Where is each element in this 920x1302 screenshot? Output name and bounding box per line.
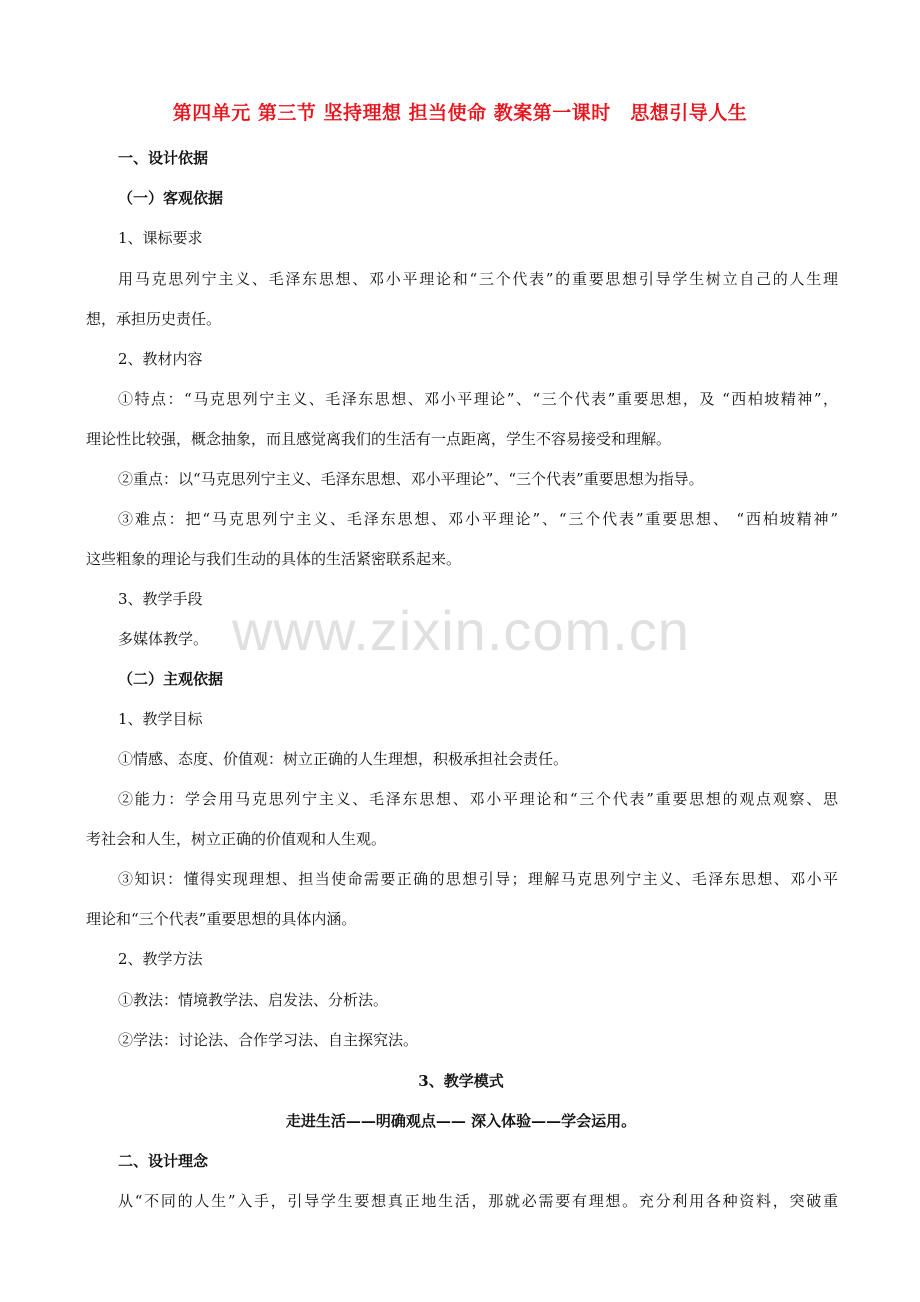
paragraph-line: ①特点：“马克思列宁主义、毛泽东思想、邓小平理论”、“三个代表”重要思想，及 “西柏坡精神”， <box>118 390 838 408</box>
paragraph-line: ①情感、态度、价值观：树立正确的人生理想，积极承担社会责任。 <box>118 750 569 768</box>
item-heading-textbook-content: 2、教材内容 <box>118 350 203 368</box>
item-heading-teaching-means: 3、教学手段 <box>118 590 203 608</box>
paragraph-line: 这些粗象的理论与我们生动的具体的生活紧密联系起来。 <box>86 550 462 568</box>
paragraph-line: 用马克思列宁主义、毛泽东思想、邓小平理论和“三个代表”的重要思想引导学生树立自己的人生理 <box>118 270 838 288</box>
item-heading-teaching-goals: 1、教学目标 <box>118 710 203 728</box>
paragraph-line: ②学法：讨论法、合作学习法、自主探究法。 <box>118 1031 419 1049</box>
paragraph-line: ②重点：以“马克思列宁主义、毛泽东思想、邓小平理论”、“三个代表”重要思想为指导。 <box>118 470 704 488</box>
paragraph-line: 理论和“三个代表”重要思想的具体内涵。 <box>86 910 357 928</box>
paragraph-line: 考社会和人生，树立正确的价值观和人生观。 <box>86 830 387 848</box>
item-heading-teaching-methods: 2、教学方法 <box>118 950 203 968</box>
paragraph-line: 理论性比较强，概念抽象，而且感觉离我们的生活有一点距离，学生不容易接受和理解。 <box>86 430 672 448</box>
document-title: 第四单元 第三节 坚持理想 担当使命 教案第一课时 思想引导人生 <box>172 102 748 124</box>
item-heading-teaching-mode: 3、教学模式 <box>418 1072 504 1090</box>
paragraph-line: ①教法：情境教学法、启发法、分析法。 <box>118 991 389 1009</box>
teaching-mode-text: 走进生活——明确观点—— 深入体验——学会运用。 <box>285 1112 637 1130</box>
paragraph-line: 想，承担历史责任。 <box>86 310 222 328</box>
subsection-heading-objective-basis: （一）客观依据 <box>118 189 224 207</box>
subsection-heading-subjective-basis: （二）主观依据 <box>118 670 224 688</box>
paragraph-line: 多媒体教学。 <box>118 630 209 648</box>
section-heading-design-basis: 一、设计依据 <box>118 149 209 167</box>
section-heading-design-concept: 二、设计理念 <box>118 1152 209 1170</box>
paragraph-line: ③难点：把“马克思列宁主义、毛泽东思想、邓小平理论”、“三个代表”重要思想、 “西柏坡精神” <box>118 510 838 528</box>
watermark: www.zixin.com.cn <box>232 599 690 662</box>
item-heading-curriculum-requirements: 1、课标要求 <box>118 229 203 247</box>
paragraph-line: ③知识：懂得实现理想、担当使命需要正确的思想引导；理解马克思列宁主义、毛泽东思想、邓小平 <box>118 870 838 888</box>
paragraph-line: ②能力：学会用马克思列宁主义、毛泽东思想、邓小平理论和“三个代表”重要思想的观点观察、思 <box>118 790 838 808</box>
paragraph-line: 从“不同的人生”入手，引导学生要想真正地生活，那就必需要有理想。充分利用各种资料，突破重 <box>118 1192 838 1210</box>
